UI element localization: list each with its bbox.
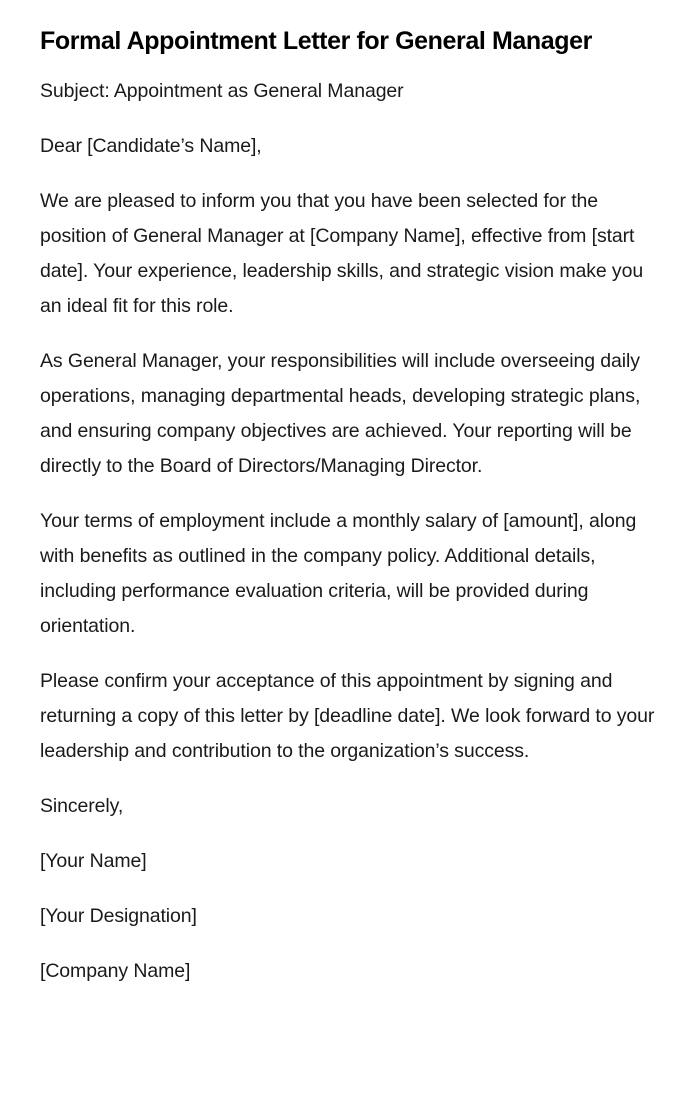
body-paragraph-terms: Your terms of employment include a monthly salary of [amount], along with benefits as outlined in the company policy. Additional details, including performance evaluation criteria, will be provided during orientation. [40, 510, 637, 637]
body-paragraph-confirmation: Please confirm your acceptance of this appointment by signing and returning a copy of this letter by [deadline date]. We look forward to your leadership and contribution to the organization’s success. [40, 670, 655, 762]
signature-company: [Company Name] [40, 960, 191, 982]
signature-name: [Your Name] [40, 850, 147, 872]
salutation: Dear [Candidate’s Name], [40, 135, 262, 157]
body-paragraph-responsibilities: As General Manager, your responsibilities will include overseeing daily operations, managing departmental heads, developing strategic plans, and ensuring company objectives are achieved. Your reporting will be directly to the Board of Directors/Managing Director. [40, 350, 641, 477]
document-title: Formal Appointment Letter for General Manager [40, 27, 592, 55]
subject-line: Subject: Appointment as General Manager [40, 80, 404, 102]
closing: Sincerely, [40, 795, 124, 817]
signature-designation: [Your Designation] [40, 905, 197, 927]
body-paragraph-selection: We are pleased to inform you that you have been selected for the position of General Manager at [Company Name], effective from [start date]. Your experience, leadership skills, and strategic vision make you an ideal fit for this role. [40, 190, 644, 317]
